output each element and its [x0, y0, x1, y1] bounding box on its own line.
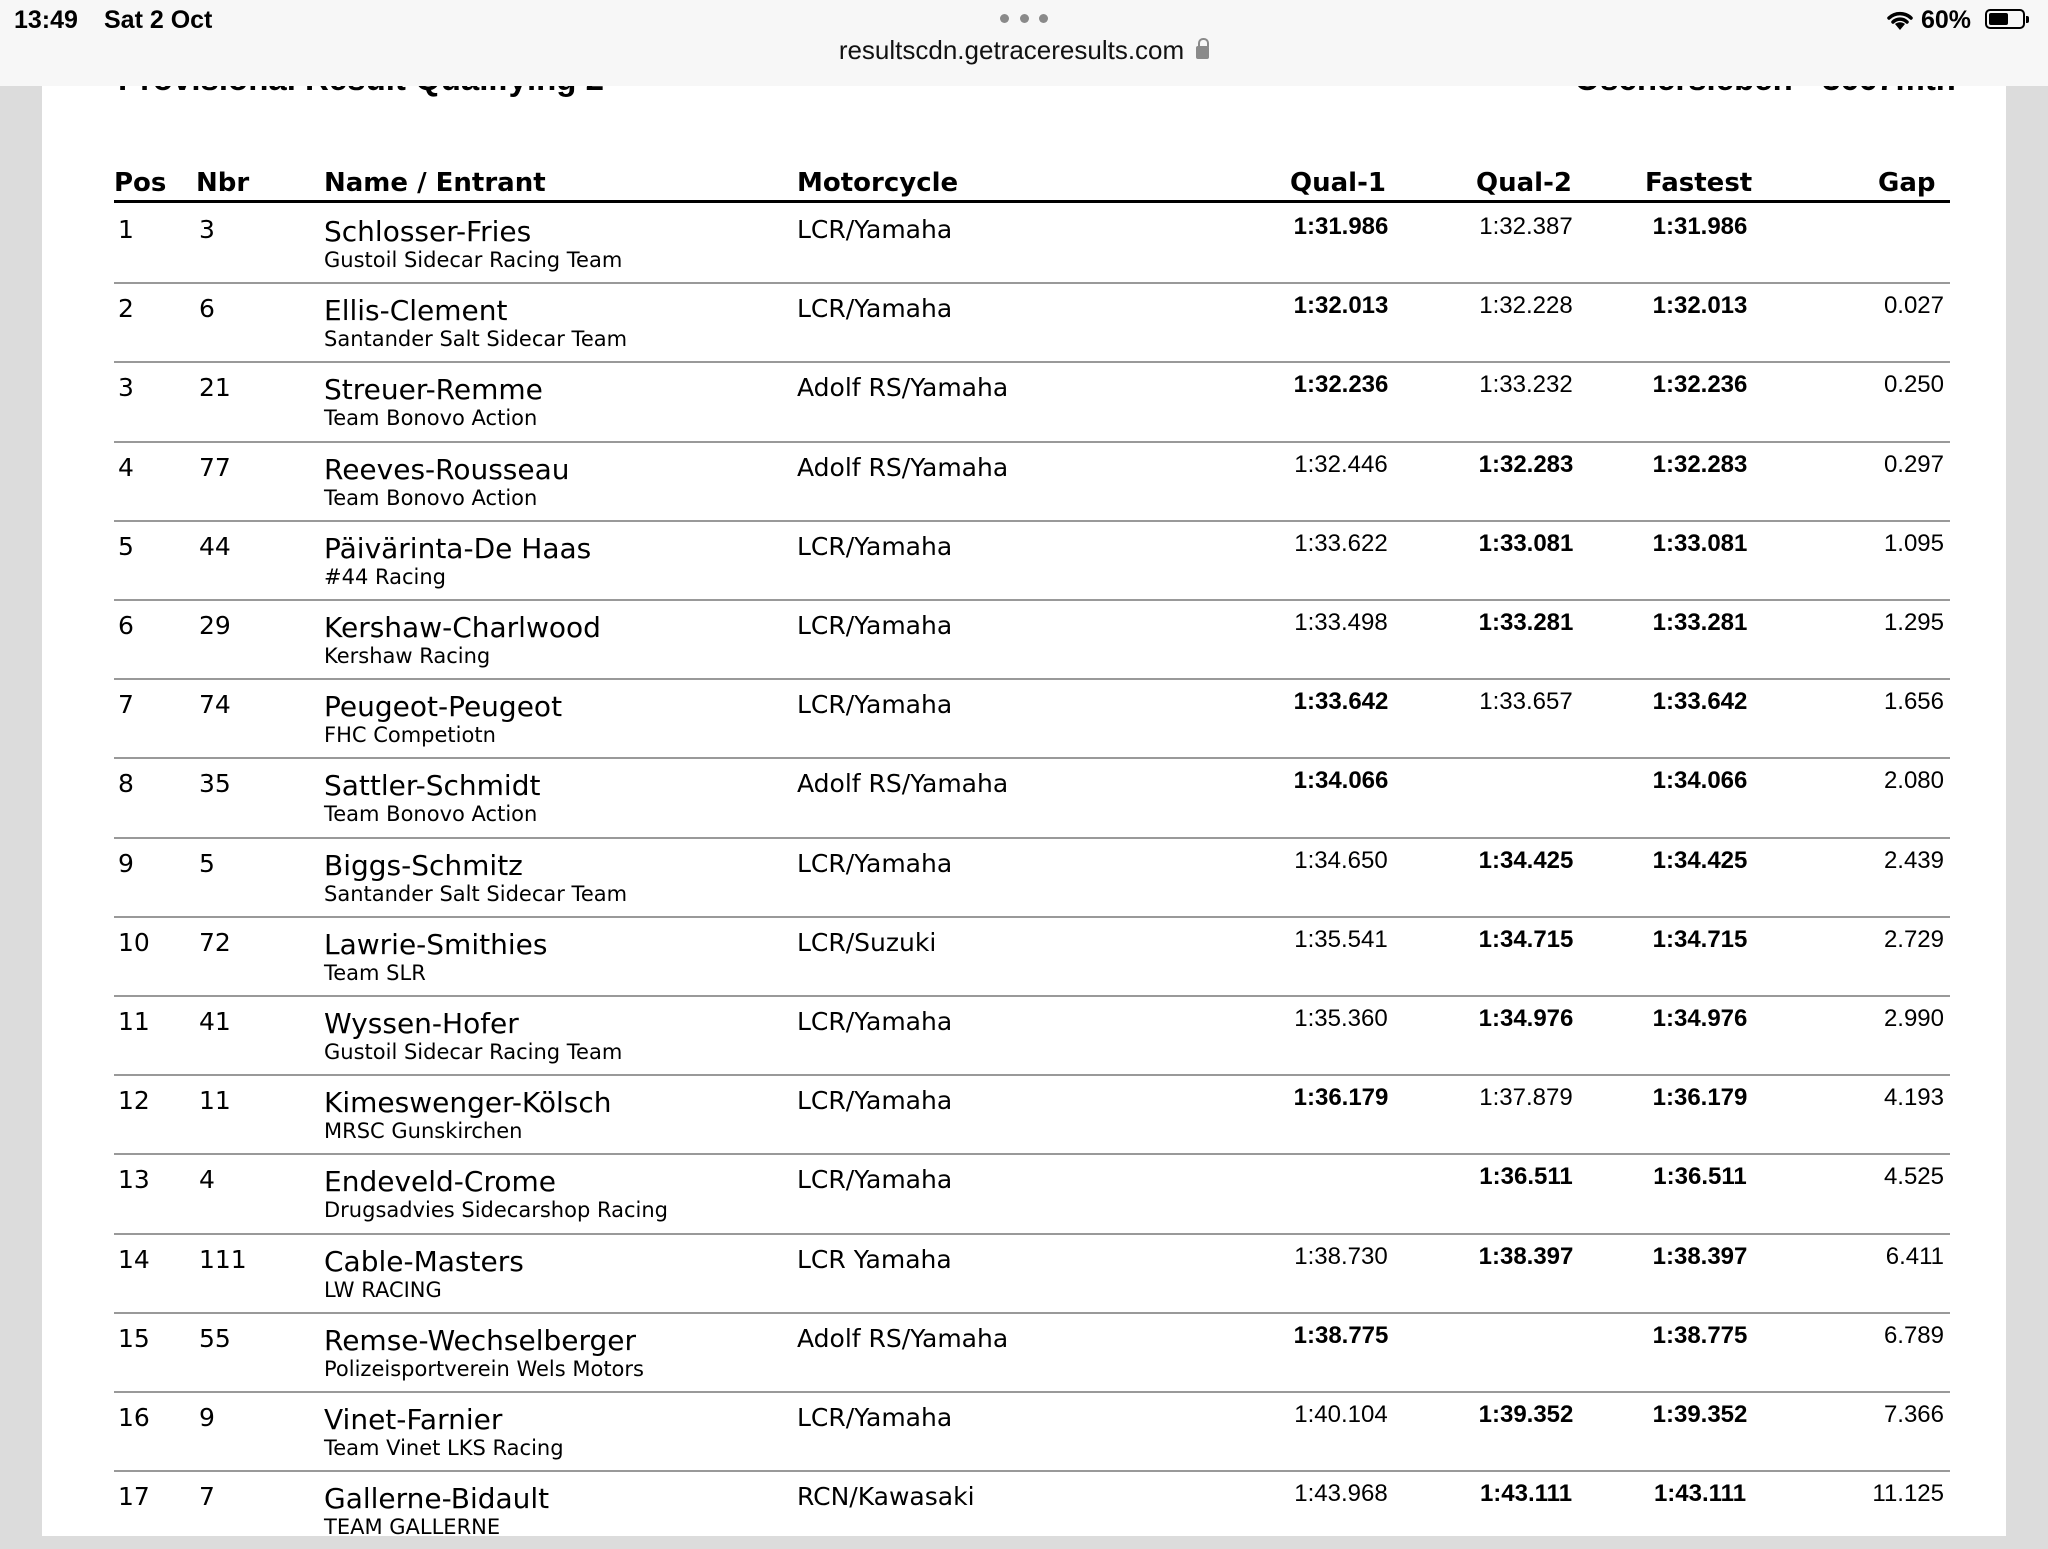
cell-name: Vinet-Farnier — [324, 1403, 503, 1436]
table-row — [0, 916, 2048, 995]
cell-gap: 1.095 — [1883, 529, 1944, 557]
cell-motorcycle: LCR/Yamaha — [797, 294, 953, 324]
table-row — [0, 1470, 2048, 1549]
cell-name: Sattler-Schmidt — [324, 769, 541, 803]
status-time: 13:49 — [14, 6, 78, 34]
cell-gap: 2.990 — [1883, 1005, 1944, 1032]
cell-name: Lawrie-Smithies — [324, 927, 548, 961]
cell-name: Reeves-Rousseau — [324, 452, 570, 486]
cell-entrant: Drugsadvies Sidecarshop Racing — [324, 1198, 668, 1223]
cell-motorcycle: LCR/Yamaha — [797, 1086, 953, 1116]
cell-gap: 1.295 — [1883, 609, 1944, 636]
cell-gap: 1.656 — [1883, 688, 1944, 716]
cell-qual2: 1:43.111 — [1479, 1480, 1573, 1508]
cell-pos: 7 — [118, 690, 134, 720]
cell-nbr: 35 — [199, 769, 231, 799]
cell-motorcycle: LCR/Yamaha — [797, 1403, 953, 1432]
cell-fastest: 1:39.352 — [1652, 1401, 1748, 1428]
cell-fastest: 1:32.283 — [1652, 450, 1748, 478]
row-divider — [114, 1470, 1950, 1472]
row-divider — [114, 1233, 1950, 1235]
cell-motorcycle: LCR/Yamaha — [797, 611, 953, 640]
cell-motorcycle: LCR/Yamaha — [797, 215, 953, 244]
cell-gap: 0.027 — [1883, 292, 1944, 320]
cell-nbr: 77 — [199, 452, 231, 482]
cell-pos: 3 — [118, 373, 134, 403]
cell-pos: 16 — [118, 1403, 150, 1432]
row-divider — [114, 1312, 1950, 1314]
cell-nbr: 7 — [199, 1482, 215, 1512]
cell-qual1: 1:34.650 — [1294, 846, 1388, 874]
cell-gap: 11.125 — [1872, 1480, 1944, 1508]
cell-qual1: 1:32.446 — [1294, 450, 1388, 478]
cell-nbr: 29 — [199, 611, 231, 640]
cell-name: Endeveld-Crome — [324, 1165, 556, 1199]
row-divider — [114, 282, 1950, 284]
cell-motorcycle: RCN/Kawasaki — [797, 1482, 975, 1512]
cell-motorcycle: Adolf RS/Yamaha — [797, 769, 1009, 799]
cell-nbr: 11 — [199, 1086, 231, 1116]
cell-name: Wyssen-Hofer — [324, 1007, 519, 1040]
cell-gap: 0.250 — [1883, 371, 1944, 399]
cell-qual2: 1:34.976 — [1478, 1005, 1574, 1032]
battery-percent: 60% — [1921, 6, 1972, 34]
cell-pos: 12 — [118, 1086, 150, 1116]
cell-name: Gallerne-Bidault — [324, 1482, 550, 1516]
cell-pos: 4 — [118, 452, 134, 482]
cell-entrant: Santander Salt Sidecar Team — [324, 327, 628, 352]
cell-entrant: Gustoil Sidecar Racing Team — [324, 1040, 623, 1064]
cell-name: Remse-Wechselberger — [324, 1323, 637, 1357]
cell-entrant: TEAM GALLERNE — [324, 1515, 501, 1540]
row-divider — [114, 678, 1950, 680]
cell-nbr: 72 — [199, 927, 231, 957]
cell-qual2: 1:33.657 — [1479, 688, 1573, 716]
cell-qual1: 1:35.541 — [1294, 925, 1388, 953]
cell-qual1: 1:34.066 — [1293, 767, 1389, 795]
cell-gap: 2.080 — [1883, 767, 1944, 795]
cell-gap: 2.439 — [1883, 846, 1944, 874]
cell-fastest: 1:34.066 — [1652, 767, 1748, 795]
cell-fastest: 1:38.775 — [1652, 1321, 1748, 1349]
cell-entrant: Team SLR — [324, 960, 426, 985]
cell-qual2: 1:33.232 — [1479, 371, 1573, 399]
cell-motorcycle: Adolf RS/Yamaha — [797, 373, 1009, 403]
cell-nbr: 44 — [199, 531, 231, 561]
cell-pos: 11 — [118, 1007, 150, 1036]
cell-qual2: 1:34.715 — [1478, 925, 1574, 953]
cell-fastest: 1:32.236 — [1652, 371, 1748, 399]
table-row — [0, 441, 2048, 520]
cell-name: Peugeot-Peugeot — [324, 690, 563, 724]
cell-name: Kimeswenger-Kölsch — [324, 1086, 612, 1120]
table-row — [0, 678, 2048, 757]
cell-gap: 7.366 — [1883, 1401, 1944, 1428]
cell-pos: 1 — [118, 215, 134, 244]
cell-pos: 8 — [118, 769, 134, 799]
table-row — [0, 1312, 2048, 1391]
table-row — [0, 1391, 2048, 1470]
cell-fastest: 1:34.425 — [1652, 846, 1748, 874]
cell-pos: 17 — [118, 1482, 150, 1512]
cell-gap: 6.789 — [1883, 1321, 1944, 1349]
row-divider — [114, 1074, 1950, 1076]
row-divider — [114, 361, 1950, 363]
cell-qual1: 1:33.498 — [1294, 609, 1388, 636]
header-qual2: Qual-2 — [1476, 168, 1572, 198]
table-row — [0, 599, 2048, 678]
table-row — [0, 995, 2048, 1074]
table-row — [0, 203, 2048, 282]
cell-fastest: 1:38.397 — [1652, 1242, 1748, 1270]
cell-gap: 6.411 — [1885, 1242, 1944, 1270]
cell-qual2: 1:36.511 — [1479, 1163, 1573, 1191]
cell-motorcycle: Adolf RS/Yamaha — [797, 452, 1009, 482]
table-row — [0, 1074, 2048, 1153]
cell-gap: 2.729 — [1883, 925, 1944, 953]
cell-qual1: 1:32.013 — [1293, 292, 1389, 320]
header-name: Name / Entrant — [324, 168, 546, 198]
cell-pos: 10 — [118, 927, 150, 957]
cell-fastest: 1:34.976 — [1652, 1005, 1748, 1032]
header-pos: Pos — [114, 168, 167, 198]
table-row — [0, 361, 2048, 440]
table-row — [0, 282, 2048, 361]
row-divider — [114, 1391, 1950, 1393]
cell-qual2: 1:32.228 — [1479, 292, 1573, 320]
cell-entrant: LW RACING — [324, 1277, 442, 1302]
cell-fastest: 1:31.986 — [1652, 213, 1748, 240]
row-divider — [114, 441, 1950, 443]
cell-nbr: 41 — [199, 1007, 231, 1036]
cell-motorcycle: LCR/Yamaha — [797, 690, 953, 720]
table-header — [0, 168, 2048, 202]
row-divider — [114, 916, 1950, 918]
cell-motorcycle: LCR/Suzuki — [797, 927, 937, 957]
address-bar[interactable] — [0, 35, 2048, 66]
row-divider — [114, 1153, 1950, 1155]
cell-nbr: 6 — [199, 294, 215, 324]
cell-entrant: MRSC Gunskirchen — [324, 1119, 523, 1144]
cell-nbr: 55 — [199, 1323, 231, 1353]
cell-qual2: 1:33.081 — [1478, 529, 1574, 557]
header-fastest: Fastest — [1645, 168, 1753, 198]
cell-qual1: 1:33.642 — [1293, 688, 1389, 716]
cell-name: Biggs-Schmitz — [324, 848, 523, 882]
cell-entrant: Team Vinet LKS Racing — [324, 1436, 564, 1460]
cell-name: Kershaw-Charlwood — [324, 611, 601, 644]
cell-pos: 14 — [118, 1244, 150, 1274]
lock-icon — [1196, 46, 1209, 59]
cell-motorcycle: LCR Yamaha — [797, 1244, 952, 1274]
table-row — [0, 837, 2048, 916]
row-divider — [114, 837, 1950, 839]
cell-entrant: Team Bonovo Action — [324, 802, 538, 827]
cell-entrant: Team Bonovo Action — [324, 485, 538, 510]
cell-entrant: Gustoil Sidecar Racing Team — [324, 248, 623, 272]
cell-nbr: 4 — [199, 1165, 215, 1195]
cell-entrant: Kershaw Racing — [324, 644, 491, 668]
table-row — [0, 1153, 2048, 1232]
cell-entrant: FHC Competiotn — [324, 723, 496, 748]
cell-nbr: 111 — [199, 1244, 247, 1274]
cell-qual2: 1:38.397 — [1478, 1242, 1574, 1270]
cell-qual2: 1:33.281 — [1478, 609, 1574, 636]
cell-motorcycle: Adolf RS/Yamaha — [797, 1323, 1009, 1353]
cell-motorcycle: LCR/Yamaha — [797, 1165, 953, 1195]
status-bar — [0, 0, 2048, 86]
cell-nbr: 74 — [199, 690, 231, 720]
cell-name: Schlosser-Fries — [324, 215, 532, 248]
row-divider — [114, 599, 1950, 601]
cell-motorcycle: LCR/Yamaha — [797, 1007, 953, 1036]
cell-fastest: 1:36.511 — [1653, 1163, 1747, 1191]
cell-qual2: 1:32.283 — [1478, 450, 1574, 478]
cell-name: Ellis-Clement — [324, 294, 508, 328]
cell-qual1: 1:31.986 — [1293, 213, 1389, 240]
header-motorcycle: Motorcycle — [797, 168, 959, 198]
cell-name: Cable-Masters — [324, 1244, 524, 1278]
row-divider — [114, 757, 1950, 759]
cell-nbr: 21 — [199, 373, 231, 403]
cell-qual2: 1:39.352 — [1478, 1401, 1574, 1428]
cell-pos: 13 — [118, 1165, 150, 1195]
cell-gap: 0.297 — [1883, 450, 1944, 478]
cell-qual2: 1:37.879 — [1479, 1084, 1573, 1112]
cell-entrant: Team Bonovo Action — [324, 406, 538, 431]
header-gap: Gap — [1878, 168, 1936, 198]
wifi-icon — [1884, 8, 1916, 32]
cell-qual1: 1:35.360 — [1294, 1005, 1388, 1032]
status-date: Sat 2 Oct — [104, 6, 213, 34]
cell-fastest: 1:33.081 — [1652, 529, 1748, 557]
table-row — [0, 757, 2048, 836]
cell-nbr: 5 — [199, 848, 215, 878]
cell-qual1: 1:32.236 — [1293, 371, 1389, 399]
more-dots-icon[interactable] — [1000, 14, 1048, 24]
header-qual1: Qual-1 — [1290, 168, 1386, 198]
cell-pos: 6 — [118, 611, 134, 640]
cell-fastest: 1:32.013 — [1652, 292, 1748, 320]
cell-qual1: 1:40.104 — [1294, 1401, 1388, 1428]
cell-qual1: 1:36.179 — [1293, 1084, 1389, 1112]
cell-entrant: #44 Racing — [324, 564, 447, 589]
cell-nbr: 9 — [199, 1403, 215, 1432]
cell-qual1: 1:38.730 — [1294, 1242, 1388, 1270]
cell-qual1: 1:43.968 — [1294, 1480, 1388, 1508]
cell-nbr: 3 — [199, 215, 215, 244]
table-row — [0, 1233, 2048, 1312]
row-divider — [114, 995, 1950, 997]
url-text[interactable]: resultscdn.getraceresults.com — [838, 35, 1185, 65]
cell-pos: 9 — [118, 848, 134, 878]
cell-qual1: 1:38.775 — [1293, 1321, 1389, 1349]
table-row — [0, 520, 2048, 599]
cell-pos: 15 — [118, 1323, 150, 1353]
cell-fastest: 1:43.111 — [1653, 1480, 1747, 1508]
row-divider — [114, 520, 1950, 522]
cell-name: Streuer-Remme — [324, 373, 543, 407]
cell-pos: 5 — [118, 531, 134, 561]
cell-motorcycle: LCR/Yamaha — [797, 848, 953, 878]
cell-motorcycle: LCR/Yamaha — [797, 531, 953, 561]
cell-gap: 4.525 — [1883, 1163, 1944, 1191]
cell-qual2: 1:32.387 — [1479, 213, 1573, 240]
header-nbr: Nbr — [196, 168, 250, 198]
cell-pos: 2 — [118, 294, 134, 324]
cell-fastest: 1:33.642 — [1652, 688, 1748, 716]
cell-fastest: 1:33.281 — [1652, 609, 1748, 636]
cell-entrant: Polizeisportverein Wels Motors — [324, 1356, 644, 1381]
cell-name: Päivärinta-De Haas — [324, 531, 592, 565]
cell-entrant: Santander Salt Sidecar Team — [324, 881, 628, 906]
battery-icon — [1985, 9, 2025, 29]
cell-gap: 4.193 — [1883, 1084, 1944, 1112]
cell-fastest: 1:36.179 — [1652, 1084, 1748, 1112]
cell-qual2: 1:34.425 — [1478, 846, 1574, 874]
cell-qual1: 1:33.622 — [1294, 529, 1388, 557]
cell-fastest: 1:34.715 — [1652, 925, 1748, 953]
